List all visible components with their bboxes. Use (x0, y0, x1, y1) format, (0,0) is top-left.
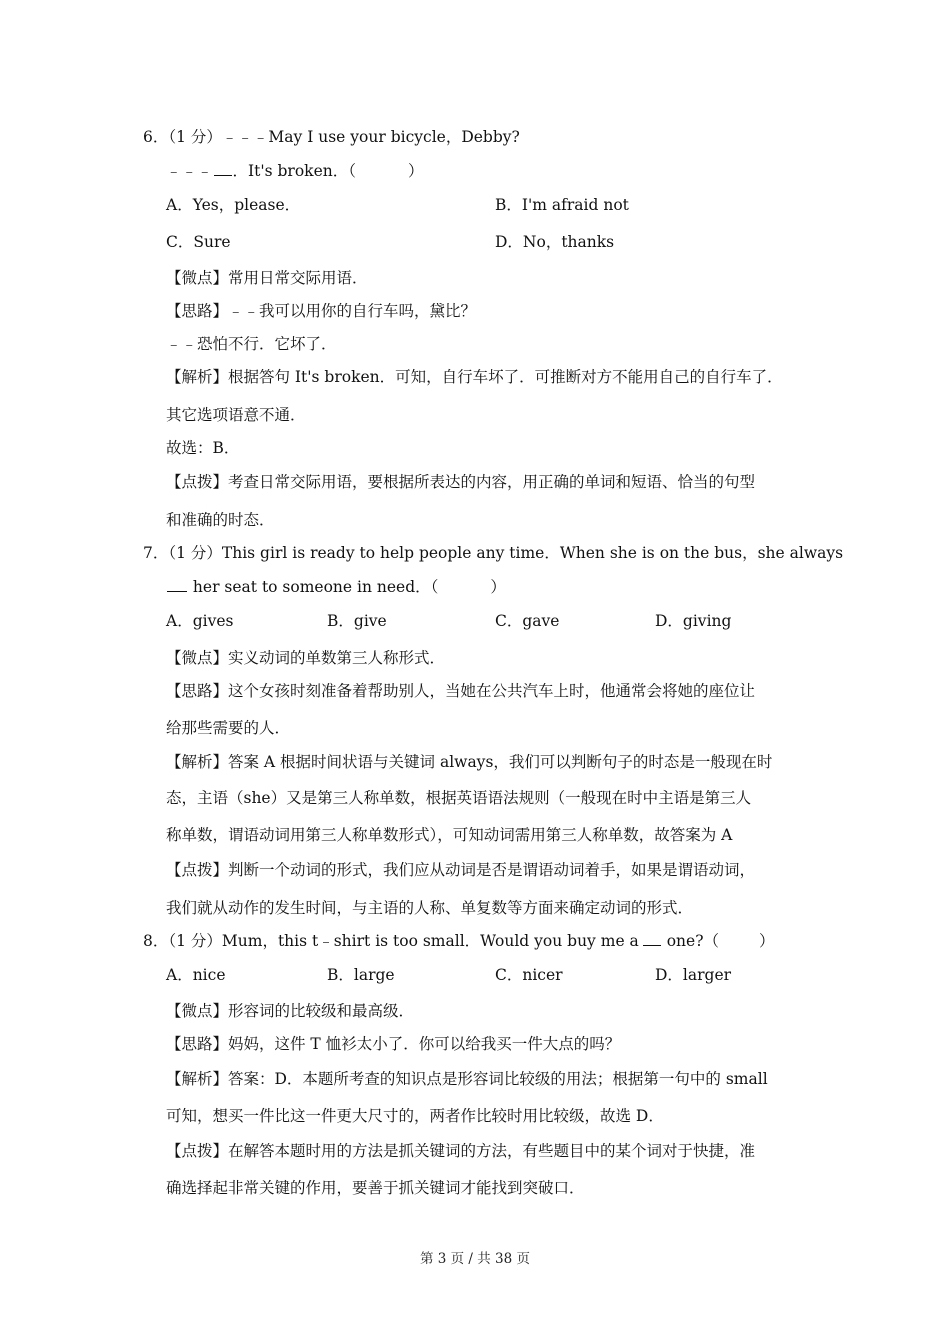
q6-jiexi-line2: 其它选项语意不通． (166, 406, 306, 424)
q8-blank (643, 931, 661, 946)
q7-weidian: 【微点】实义动词的单数第三人称形式． (166, 649, 446, 667)
q8-option-c: C．nicer (495, 966, 563, 984)
q6-option-c: C．Sure (166, 233, 231, 251)
q8-jiexi-line1: 【解析】答案：D．本题所考查的知识点是形容词比较级的用法；根据第一句中的 small (166, 1070, 768, 1088)
q7-dianbo-line1: 【点拨】判断一个动词的形式，我们应从动词是否是谓语动词着手，如果是谓语动词， (166, 861, 756, 879)
q8-weidian: 【微点】形容词的比较级和最高级． (166, 1002, 415, 1020)
q6-option-a: A．Yes，please． (166, 196, 301, 214)
q8-silu-line1: 【思路】妈妈，这件 T 恤衫太小了．你可以给我买一件大点的吗？ (166, 1035, 621, 1053)
q7-stem-line2 (166, 577, 506, 597)
q6-blank (214, 161, 232, 176)
q7-jiexi-line2: 态，主语（she）又是第三人称单数，根据英语语法规则（一般现在时中主语是第三人 (166, 789, 752, 807)
q8-stem-text: 8．（1 分）Mum，this t﹣shirt is too small．Would you buy me a (143, 932, 639, 950)
q8-option-b: B．large (327, 966, 395, 984)
q8-bracket-close: ） (759, 932, 775, 950)
q6-option-b: B．I'm afraid not (495, 196, 629, 214)
q7-stem-line1: 7．（1 分）This girl is ready to help people any time．When she is on the bus，she always (143, 544, 844, 562)
q6-silu-line2: ﹣﹣恐怕不行．它坏了． (166, 335, 337, 353)
q6-option-d: D．No，thanks (495, 233, 615, 251)
page-footer: 第 3 页 / 共 38 页 (419, 1251, 531, 1267)
q6-stem-text: ．It's broken．（ (232, 162, 356, 180)
q6-answer: 故选：B． (166, 439, 240, 457)
q6-stem-line2 (166, 161, 424, 181)
q6-jiexi-line1: 【解析】根据答句 It's broken．可知，自行车坏了．可推断对方不能用自己的自行车了． (166, 368, 783, 386)
q7-option-a: A．gives (166, 612, 234, 630)
q6-stem-line1: 6．（1 分）﹣﹣﹣May I use your bicycle，Debby? (143, 128, 520, 146)
q6-silu-line1: 【思路】﹣﹣我可以用你的自行车吗，黛比？ (166, 302, 477, 320)
q8-jiexi-line2: 可知，想买一件比这一件更大尺寸的，两者作比较时用比较级，故选 D． (166, 1107, 664, 1125)
q7-silu-line1: 【思路】这个女孩时刻准备着帮助别人，当她在公共汽车上时，他通常会将她的座位让 (166, 682, 756, 700)
q7-dianbo-line2: 我们就从动作的发生时间，与主语的人称、单复数等方面来确定动词的形式． (166, 899, 694, 917)
q7-option-d: D．giving (655, 612, 732, 630)
q7-stem-text: her seat to someone in need．（ (188, 578, 439, 596)
q8-option-d: D．larger (655, 966, 732, 984)
q8-dianbo-line2: 确选择起非常关键的作用，要善于抓关键词才能找到突破口． (166, 1179, 585, 1197)
q7-blank (167, 577, 187, 592)
q7-bracket-close: ） (490, 578, 506, 596)
q7-jiexi-line3: 称单数，谓语动词用第三人称单数形式），可知动词需用第三人称单数，故答案为 A (166, 826, 733, 844)
q8-dianbo-line1: 【点拨】在解答本题时用的方法是抓关键词的方法，有些题目中的某个词对于快捷，准 (166, 1142, 756, 1160)
q6-dianbo-line2: 和准确的时态． (166, 511, 275, 529)
q8-stem-line1 (143, 931, 775, 951)
q8-option-a: A．nice (166, 966, 226, 984)
q6-bracket-close: ） (407, 162, 424, 180)
q7-option-b: B．give (327, 612, 387, 630)
q6-dianbo-line1: 【点拨】考查日常交际用语，要根据所表达的内容，用正确的单词和短语、恰当的句型 (166, 473, 756, 491)
q7-jiexi-line1: 【解析】答案 A 根据时间状语与关键词 always，我们可以判断句子的时态是一般现在时 (166, 753, 773, 771)
q6-dash: ﹣﹣﹣ (166, 162, 213, 180)
q6-weidian: 【微点】常用日常交际用语． (166, 269, 368, 287)
q7-silu-line2: 给那些需要的人． (166, 719, 291, 737)
q7-option-c: C．gave (495, 612, 560, 630)
q8-stem-text-2: one?（ (661, 932, 720, 950)
